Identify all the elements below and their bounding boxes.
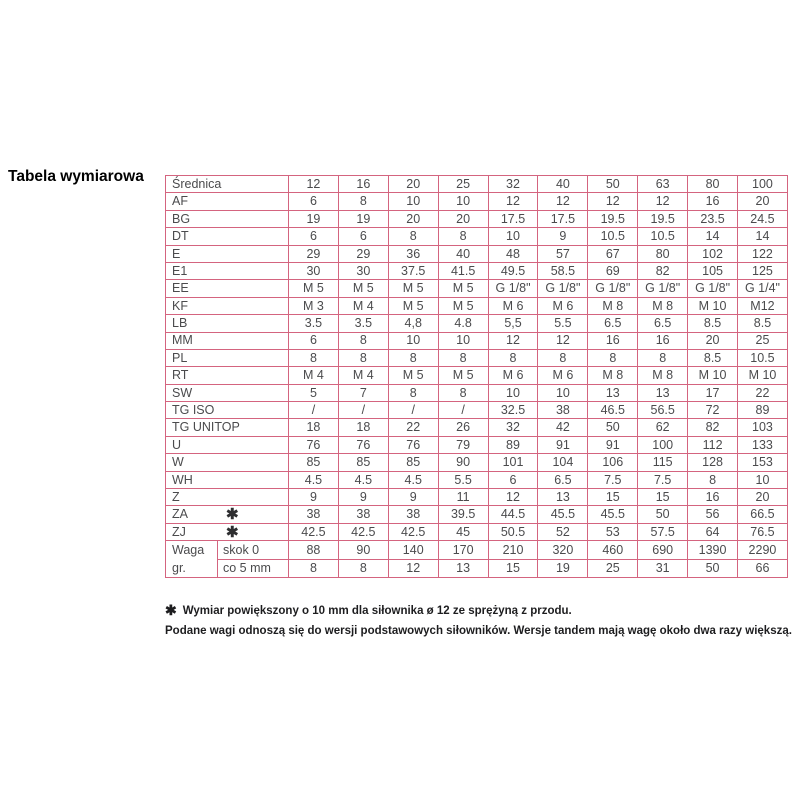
row-ZJ-value-7: 57.5 xyxy=(638,523,688,540)
row-AF-value-2: 10 xyxy=(388,193,438,210)
row-label: DT xyxy=(166,228,289,245)
row-label: U xyxy=(166,436,289,453)
row-gr-value-4: 15 xyxy=(488,559,538,578)
row-TG ISO-value-5: 38 xyxy=(538,402,588,419)
table-row xyxy=(166,489,788,506)
row-AF-value-5: 12 xyxy=(538,193,588,210)
row-BG-value-3: 20 xyxy=(438,210,488,227)
row-Z-value-4: 12 xyxy=(488,489,538,506)
row-E1-value-4: 49.5 xyxy=(488,262,538,279)
row-ZJ-value-2: 42.5 xyxy=(388,523,438,540)
row-ZJ-value-1: 42.5 xyxy=(338,523,388,540)
row-LB-value-1: 3.5 xyxy=(338,315,388,332)
row-LB-value-0: 3.5 xyxy=(289,315,339,332)
row-PL-value-9: 10.5 xyxy=(738,349,788,366)
table-row xyxy=(166,210,788,227)
header-value-6: 50 xyxy=(588,176,638,193)
row-MM-value-9: 25 xyxy=(738,332,788,349)
row-BG-value-5: 17.5 xyxy=(538,210,588,227)
footnote-weights-note xyxy=(165,625,792,637)
row-Z-value-0: 9 xyxy=(289,489,339,506)
row-TG UNITOP-value-3: 26 xyxy=(438,419,488,436)
row-BG-value-0: 19 xyxy=(289,210,339,227)
row-gr-value-9: 66 xyxy=(738,559,788,578)
row-label: EE xyxy=(166,280,289,297)
row-TG ISO-value-7: 56.5 xyxy=(638,402,688,419)
row-PL-value-4: 8 xyxy=(488,349,538,366)
table-row xyxy=(166,523,788,540)
row-W-value-1: 85 xyxy=(338,454,388,471)
row-EE-value-8: G 1/8" xyxy=(688,280,738,297)
row-PL-value-3: 8 xyxy=(438,349,488,366)
row-E1-value-7: 82 xyxy=(638,262,688,279)
row-WH-value-8: 8 xyxy=(688,471,738,488)
row-label: ZJ ✱ xyxy=(166,523,289,540)
row-waga-value-7: 690 xyxy=(638,541,688,560)
header-value-3: 25 xyxy=(438,176,488,193)
row-E-value-9: 122 xyxy=(738,245,788,262)
row-E1-value-8: 105 xyxy=(688,262,738,279)
row-label: KF xyxy=(166,297,289,314)
row-U-value-7: 100 xyxy=(638,436,688,453)
row-MM-value-7: 16 xyxy=(638,332,688,349)
row-W-value-5: 104 xyxy=(538,454,588,471)
row-DT-value-8: 14 xyxy=(688,228,738,245)
row-MM-value-2: 10 xyxy=(388,332,438,349)
table-row xyxy=(166,367,788,384)
row-W-value-0: 85 xyxy=(289,454,339,471)
row-EE-value-1: M 5 xyxy=(338,280,388,297)
row-MM-value-3: 10 xyxy=(438,332,488,349)
row-WH-value-3: 5.5 xyxy=(438,471,488,488)
row-KF-value-8: M 10 xyxy=(688,297,738,314)
header-value-7: 63 xyxy=(638,176,688,193)
row-LB-value-2: 4,8 xyxy=(388,315,438,332)
weight-sublabel: co 5 mm xyxy=(218,559,289,578)
row-WH-value-9: 10 xyxy=(738,471,788,488)
row-DT-value-5: 9 xyxy=(538,228,588,245)
row-SW-value-1: 7 xyxy=(338,384,388,401)
header-value-9: 100 xyxy=(738,176,788,193)
row-Z-value-5: 13 xyxy=(538,489,588,506)
row-EE-value-9: G 1/4" xyxy=(738,280,788,297)
table-row xyxy=(166,280,788,297)
row-label: TG ISO xyxy=(166,402,289,419)
row-SW-value-9: 22 xyxy=(738,384,788,401)
asterisk-icon: ✱ xyxy=(226,523,239,541)
row-RT-value-2: M 5 xyxy=(388,367,438,384)
row-DT-value-1: 6 xyxy=(338,228,388,245)
page-title: Tabela wymiarowa xyxy=(8,168,144,185)
row-label: SW xyxy=(166,384,289,401)
row-TG UNITOP-value-9: 103 xyxy=(738,419,788,436)
row-TG UNITOP-value-6: 50 xyxy=(588,419,638,436)
row-E-value-5: 57 xyxy=(538,245,588,262)
row-AF-value-8: 16 xyxy=(688,193,738,210)
row-ZA-value-3: 39.5 xyxy=(438,506,488,523)
row-gr-value-2: 12 xyxy=(388,559,438,578)
asterisk-icon: ✱ xyxy=(226,506,239,524)
row-label: PL xyxy=(166,349,289,366)
weight-group-label-bottom: gr. xyxy=(172,561,186,576)
row-label: BG xyxy=(166,210,289,227)
table-row xyxy=(166,506,788,523)
row-BG-value-6: 19.5 xyxy=(588,210,638,227)
row-label: E xyxy=(166,245,289,262)
row-label: RT xyxy=(166,367,289,384)
row-waga-value-6: 460 xyxy=(588,541,638,560)
row-EE-value-7: G 1/8" xyxy=(638,280,688,297)
row-ZA-value-0: 38 xyxy=(289,506,339,523)
row-LB-value-6: 6.5 xyxy=(588,315,638,332)
row-SW-value-6: 13 xyxy=(588,384,638,401)
row-ZJ-value-5: 52 xyxy=(538,523,588,540)
row-ZJ-value-3: 45 xyxy=(438,523,488,540)
row-E-value-3: 40 xyxy=(438,245,488,262)
footnote-2-text: Podane wagi odnoszą się do wersji podstawowych siłowników. Wersje tandem mają wagę około dwa razy większą. xyxy=(165,625,792,637)
row-WH-value-1: 4.5 xyxy=(338,471,388,488)
row-E-value-6: 67 xyxy=(588,245,638,262)
header-label: Średnica xyxy=(166,176,289,193)
row-gr-value-7: 31 xyxy=(638,559,688,578)
row-U-value-4: 89 xyxy=(488,436,538,453)
row-TG UNITOP-value-5: 42 xyxy=(538,419,588,436)
row-RT-value-3: M 5 xyxy=(438,367,488,384)
table-row xyxy=(166,262,788,279)
table-row xyxy=(166,541,788,560)
row-E-value-2: 36 xyxy=(388,245,438,262)
row-KF-value-5: M 6 xyxy=(538,297,588,314)
row-ZA-value-5: 45.5 xyxy=(538,506,588,523)
row-label: Z xyxy=(166,489,289,506)
header-value-1: 16 xyxy=(338,176,388,193)
table-row xyxy=(166,228,788,245)
row-PL-value-5: 8 xyxy=(538,349,588,366)
row-TG ISO-value-6: 46.5 xyxy=(588,402,638,419)
row-TG ISO-value-4: 32.5 xyxy=(488,402,538,419)
row-SW-value-5: 10 xyxy=(538,384,588,401)
row-EE-value-5: G 1/8" xyxy=(538,280,588,297)
row-BG-value-1: 19 xyxy=(338,210,388,227)
table-row xyxy=(166,245,788,262)
row-waga-value-9: 2290 xyxy=(738,541,788,560)
row-TG UNITOP-value-4: 32 xyxy=(488,419,538,436)
row-label: W xyxy=(166,454,289,471)
row-DT-value-4: 10 xyxy=(488,228,538,245)
row-U-value-5: 91 xyxy=(538,436,588,453)
weight-group-label-top: Waga xyxy=(172,543,205,558)
row-MM-value-4: 12 xyxy=(488,332,538,349)
table-row xyxy=(166,559,788,578)
row-Z-value-8: 16 xyxy=(688,489,738,506)
row-BG-value-8: 23.5 xyxy=(688,210,738,227)
row-AF-value-4: 12 xyxy=(488,193,538,210)
row-U-value-0: 76 xyxy=(289,436,339,453)
row-waga-value-5: 320 xyxy=(538,541,588,560)
row-TG UNITOP-value-8: 82 xyxy=(688,419,738,436)
row-KF-value-9: M12 xyxy=(738,297,788,314)
dimension-table xyxy=(165,175,788,578)
row-U-value-1: 76 xyxy=(338,436,388,453)
row-gr-value-5: 19 xyxy=(538,559,588,578)
table-row xyxy=(166,315,788,332)
row-ZA-value-4: 44.5 xyxy=(488,506,538,523)
row-WH-value-7: 7.5 xyxy=(638,471,688,488)
dimension-table-wrap xyxy=(165,175,788,578)
asterisk-icon: ✱ xyxy=(165,602,177,618)
footnote-asterisk-note xyxy=(165,602,572,619)
row-LB-value-7: 6.5 xyxy=(638,315,688,332)
row-TG UNITOP-value-2: 22 xyxy=(388,419,438,436)
row-TG ISO-value-3: / xyxy=(438,402,488,419)
row-E-value-7: 80 xyxy=(638,245,688,262)
row-Z-value-1: 9 xyxy=(338,489,388,506)
row-W-value-6: 106 xyxy=(588,454,638,471)
row-ZA-value-9: 66.5 xyxy=(738,506,788,523)
row-AF-value-9: 20 xyxy=(738,193,788,210)
row-RT-value-0: M 4 xyxy=(289,367,339,384)
table-row xyxy=(166,436,788,453)
footnote-1-text: Wymiar powiększony o 10 mm dla siłownika ø 12 ze sprężyną z przodu. xyxy=(182,605,572,617)
row-PL-value-1: 8 xyxy=(338,349,388,366)
row-E1-value-2: 37.5 xyxy=(388,262,438,279)
row-MM-value-6: 16 xyxy=(588,332,638,349)
row-TG ISO-value-2: / xyxy=(388,402,438,419)
table-row xyxy=(166,471,788,488)
row-E1-value-9: 125 xyxy=(738,262,788,279)
header-value-0: 12 xyxy=(289,176,339,193)
row-WH-value-6: 7.5 xyxy=(588,471,638,488)
row-SW-value-4: 10 xyxy=(488,384,538,401)
table-row xyxy=(166,454,788,471)
row-BG-value-2: 20 xyxy=(388,210,438,227)
row-EE-value-6: G 1/8" xyxy=(588,280,638,297)
row-gr-value-1: 8 xyxy=(338,559,388,578)
row-Z-value-7: 15 xyxy=(638,489,688,506)
row-TG ISO-value-8: 72 xyxy=(688,402,738,419)
row-BG-value-7: 19.5 xyxy=(638,210,688,227)
row-E1-value-0: 30 xyxy=(289,262,339,279)
table-row xyxy=(166,349,788,366)
row-WH-value-4: 6 xyxy=(488,471,538,488)
row-DT-value-7: 10.5 xyxy=(638,228,688,245)
row-LB-value-4: 5,5 xyxy=(488,315,538,332)
row-ZJ-value-9: 76.5 xyxy=(738,523,788,540)
row-label: E1 xyxy=(166,262,289,279)
row-E1-value-3: 41.5 xyxy=(438,262,488,279)
row-U-value-8: 112 xyxy=(688,436,738,453)
row-W-value-9: 153 xyxy=(738,454,788,471)
row-SW-value-0: 5 xyxy=(289,384,339,401)
row-Z-value-3: 11 xyxy=(438,489,488,506)
row-RT-value-6: M 8 xyxy=(588,367,638,384)
row-waga-value-0: 88 xyxy=(289,541,339,560)
row-LB-value-3: 4.8 xyxy=(438,315,488,332)
row-LB-value-9: 8.5 xyxy=(738,315,788,332)
weight-sublabel: skok 0 xyxy=(218,541,289,560)
row-E1-value-6: 69 xyxy=(588,262,638,279)
row-WH-value-5: 6.5 xyxy=(538,471,588,488)
row-AF-value-6: 12 xyxy=(588,193,638,210)
row-Z-value-6: 15 xyxy=(588,489,638,506)
row-E-value-8: 102 xyxy=(688,245,738,262)
row-ZJ-value-4: 50.5 xyxy=(488,523,538,540)
row-label: LB xyxy=(166,315,289,332)
row-TG UNITOP-value-0: 18 xyxy=(289,419,339,436)
row-DT-value-6: 10.5 xyxy=(588,228,638,245)
row-ZJ-value-8: 64 xyxy=(688,523,738,540)
row-TG UNITOP-value-7: 62 xyxy=(638,419,688,436)
row-EE-value-2: M 5 xyxy=(388,280,438,297)
row-E1-value-5: 58.5 xyxy=(538,262,588,279)
row-DT-value-0: 6 xyxy=(289,228,339,245)
row-RT-value-5: M 6 xyxy=(538,367,588,384)
row-ZA-value-2: 38 xyxy=(388,506,438,523)
row-EE-value-4: G 1/8" xyxy=(488,280,538,297)
row-EE-value-0: M 5 xyxy=(289,280,339,297)
row-LB-value-8: 8.5 xyxy=(688,315,738,332)
row-Z-value-2: 9 xyxy=(388,489,438,506)
row-ZA-value-1: 38 xyxy=(338,506,388,523)
row-label: WH xyxy=(166,471,289,488)
header-value-8: 80 xyxy=(688,176,738,193)
table-row xyxy=(166,193,788,210)
row-RT-value-9: M 10 xyxy=(738,367,788,384)
row-U-value-3: 79 xyxy=(438,436,488,453)
row-WH-value-2: 4.5 xyxy=(388,471,438,488)
row-label: AF xyxy=(166,193,289,210)
row-RT-value-8: M 10 xyxy=(688,367,738,384)
row-ZA-value-7: 50 xyxy=(638,506,688,523)
row-PL-value-7: 8 xyxy=(638,349,688,366)
row-KF-value-0: M 3 xyxy=(289,297,339,314)
row-TG ISO-value-1: / xyxy=(338,402,388,419)
row-E-value-4: 48 xyxy=(488,245,538,262)
row-AF-value-1: 8 xyxy=(338,193,388,210)
row-W-value-2: 85 xyxy=(388,454,438,471)
row-DT-value-3: 8 xyxy=(438,228,488,245)
row-EE-value-3: M 5 xyxy=(438,280,488,297)
row-gr-value-6: 25 xyxy=(588,559,638,578)
row-W-value-8: 128 xyxy=(688,454,738,471)
row-W-value-4: 101 xyxy=(488,454,538,471)
row-BG-value-4: 17.5 xyxy=(488,210,538,227)
row-KF-value-7: M 8 xyxy=(638,297,688,314)
row-PL-value-6: 8 xyxy=(588,349,638,366)
row-AF-value-0: 6 xyxy=(289,193,339,210)
row-label: MM xyxy=(166,332,289,349)
row-Z-value-9: 20 xyxy=(738,489,788,506)
row-MM-value-0: 6 xyxy=(289,332,339,349)
row-ZA-value-6: 45.5 xyxy=(588,506,638,523)
row-E-value-0: 29 xyxy=(289,245,339,262)
row-PL-value-0: 8 xyxy=(289,349,339,366)
table-row xyxy=(166,384,788,401)
row-KF-value-1: M 4 xyxy=(338,297,388,314)
row-W-value-3: 90 xyxy=(438,454,488,471)
row-PL-value-2: 8 xyxy=(388,349,438,366)
row-AF-value-7: 12 xyxy=(638,193,688,210)
row-W-value-7: 115 xyxy=(638,454,688,471)
row-MM-value-5: 12 xyxy=(538,332,588,349)
row-TG UNITOP-value-1: 18 xyxy=(338,419,388,436)
row-MM-value-8: 20 xyxy=(688,332,738,349)
row-KF-value-3: M 5 xyxy=(438,297,488,314)
row-label: ZA ✱ xyxy=(166,506,289,523)
row-SW-value-2: 8 xyxy=(388,384,438,401)
row-label: TG UNITOP xyxy=(166,419,289,436)
table-row xyxy=(166,297,788,314)
row-ZA-value-8: 56 xyxy=(688,506,738,523)
weight-group-label xyxy=(166,541,218,578)
row-RT-value-4: M 6 xyxy=(488,367,538,384)
row-RT-value-1: M 4 xyxy=(338,367,388,384)
row-gr-value-3: 13 xyxy=(438,559,488,578)
row-gr-value-8: 50 xyxy=(688,559,738,578)
row-PL-value-8: 8.5 xyxy=(688,349,738,366)
row-ZJ-value-6: 53 xyxy=(588,523,638,540)
row-MM-value-1: 8 xyxy=(338,332,388,349)
row-AF-value-3: 10 xyxy=(438,193,488,210)
row-KF-value-4: M 6 xyxy=(488,297,538,314)
row-WH-value-0: 4.5 xyxy=(289,471,339,488)
row-waga-value-1: 90 xyxy=(338,541,388,560)
row-SW-value-7: 13 xyxy=(638,384,688,401)
row-waga-value-3: 170 xyxy=(438,541,488,560)
table-row xyxy=(166,419,788,436)
row-E1-value-1: 30 xyxy=(338,262,388,279)
header-value-2: 20 xyxy=(388,176,438,193)
row-DT-value-9: 14 xyxy=(738,228,788,245)
row-gr-value-0: 8 xyxy=(289,559,339,578)
row-U-value-6: 91 xyxy=(588,436,638,453)
row-TG ISO-value-0: / xyxy=(289,402,339,419)
row-LB-value-5: 5.5 xyxy=(538,315,588,332)
header-value-5: 40 xyxy=(538,176,588,193)
row-TG ISO-value-9: 89 xyxy=(738,402,788,419)
header-value-4: 32 xyxy=(488,176,538,193)
row-E-value-1: 29 xyxy=(338,245,388,262)
table-row xyxy=(166,332,788,349)
row-waga-value-4: 210 xyxy=(488,541,538,560)
row-ZJ-value-0: 42.5 xyxy=(289,523,339,540)
row-DT-value-2: 8 xyxy=(388,228,438,245)
header-row xyxy=(166,176,788,193)
row-RT-value-7: M 8 xyxy=(638,367,688,384)
table-row xyxy=(166,402,788,419)
dimension-table-body xyxy=(166,176,788,578)
row-BG-value-9: 24.5 xyxy=(738,210,788,227)
row-U-value-2: 76 xyxy=(388,436,438,453)
row-KF-value-6: M 8 xyxy=(588,297,638,314)
row-U-value-9: 133 xyxy=(738,436,788,453)
row-waga-value-8: 1390 xyxy=(688,541,738,560)
row-SW-value-3: 8 xyxy=(438,384,488,401)
row-KF-value-2: M 5 xyxy=(388,297,438,314)
row-waga-value-2: 140 xyxy=(388,541,438,560)
row-SW-value-8: 17 xyxy=(688,384,738,401)
